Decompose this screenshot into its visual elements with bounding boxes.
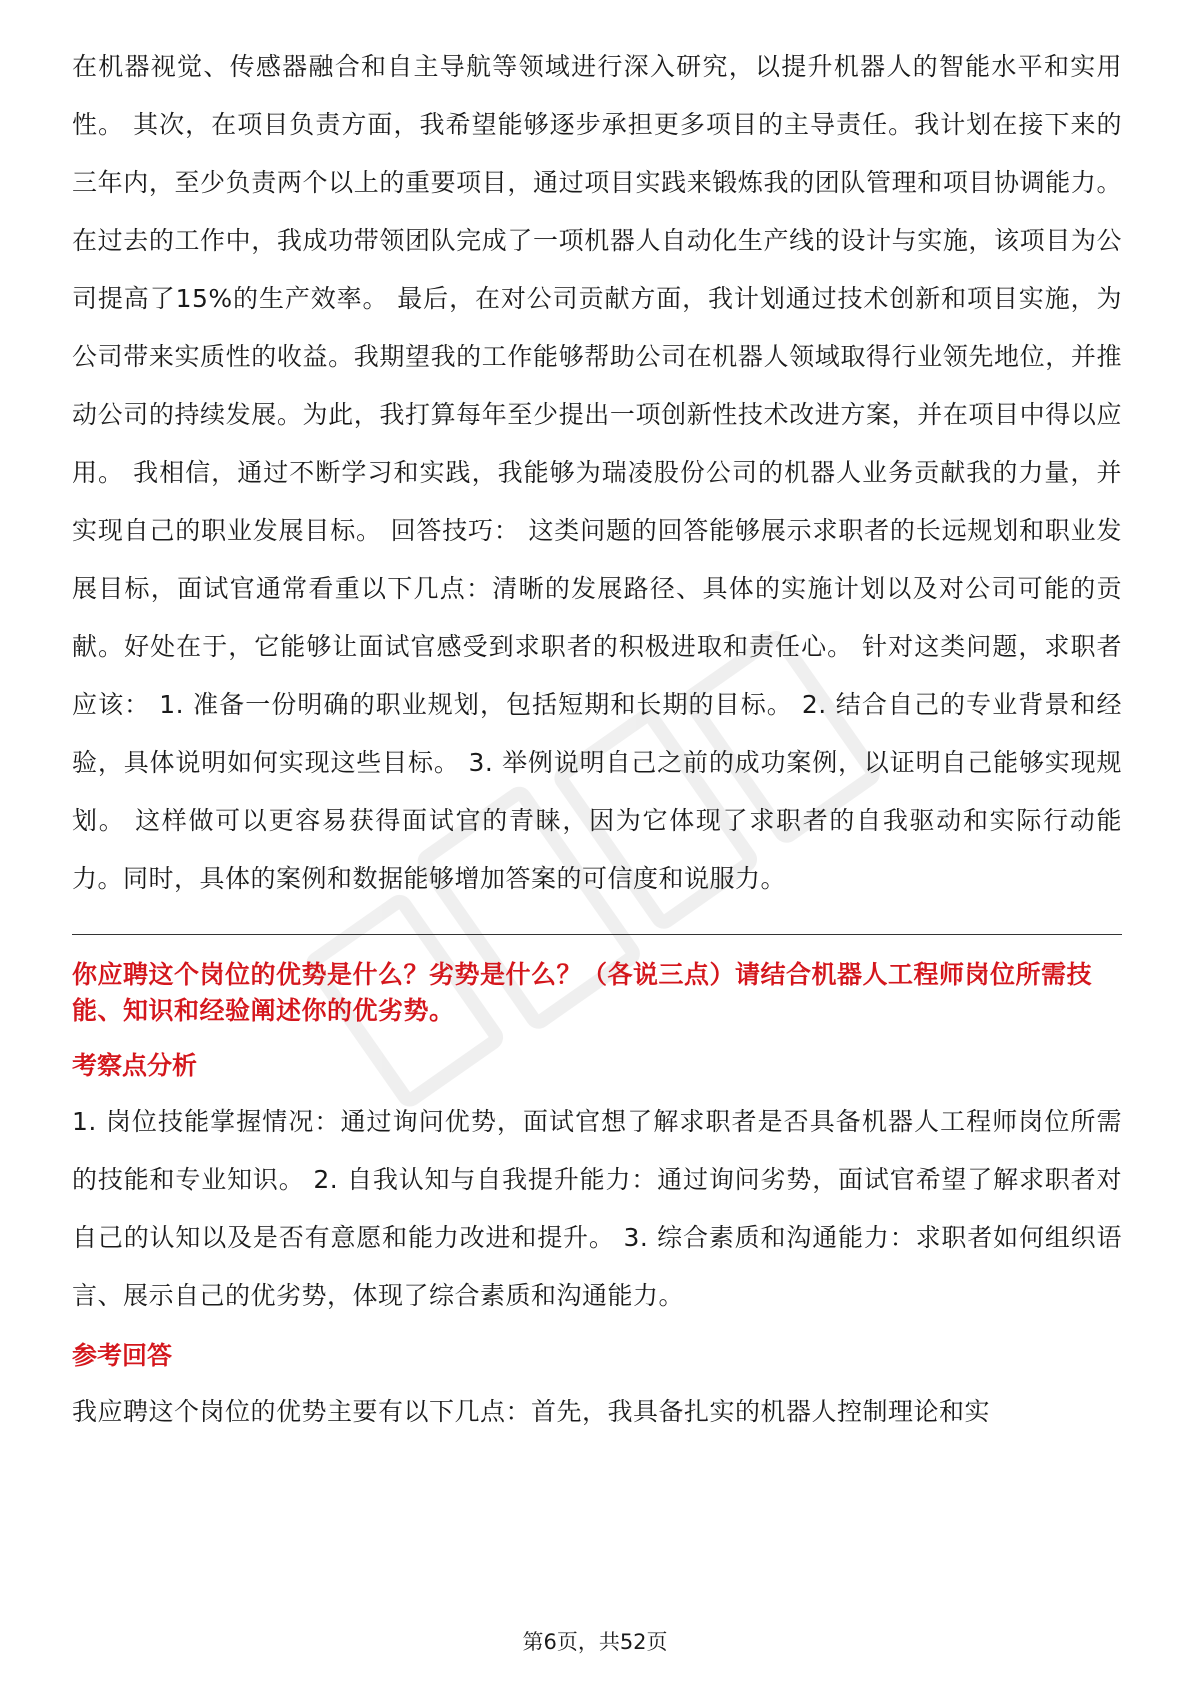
interview-question: 你应聘这个岗位的优势是什么？劣势是什么？（各说三点）请结合机器人工程师岗位所需技能、知识和经验阐述你的优劣势。 bbox=[72, 960, 1093, 1025]
analysis-paragraph: 1. 岗位技能掌握情况：通过询问优势，面试官想了解求职者是否具备机器人工程师岗位所需的技能和专业知识。 2. 自我认知与自我提升能力：通过询问劣势，面试官希望了解求职者对自己的认知以及是否有意愿和能力改进和提升。 3. 综合素质和沟通能力：求职者如何组织语言、展示自己的优劣势，体现了综合素质和沟通能力。 bbox=[72, 1107, 1122, 1310]
section-divider bbox=[72, 934, 1122, 935]
page-number-footer: 第6页，共52页 bbox=[522, 1630, 668, 1654]
continued-answer-paragraph: 在机器视觉、传感器融合和自主导航等领域进行深入研究，以提升机器人的智能水平和实用性。 其次，在项目负责方面，我希望能够逐步承担更多项目的主导责任。我计划在接下来的三年内，至少负责两个以上的重要项目，通过项目实践来锻炼我的团队管理和项目协调能力。在过去的工作中，我成功带领团队完成了一项机器人自动化生产线的设计与实施，该项目为公司提高了15%的生产效率。 最后，在对公司贡献方面，我计划通过技术创新和项目实施，为公司带来实质性的收益。我期望我的工作能够帮助公司在机器人领域取得行业领先地位，并推动公司的持续发展。为此，我打算每年至少提出一项创新性技术改进方案，并在项目中得以应用。 我相信，通过不断学习和实践，我能够为瑞凌股份公司的机器人业务贡献我的力量，并实现自己的职业发展目标。 回答技巧： 这类问题的回答能够展示求职者的长远规划和职业发展目标，面试官通常看重以下几点：清晰的发展路径、具体的实施计划以及对公司可能的贡献。好处在于，它能够让面试官感受到求职者的积极进取和责任心。 针对这类问题，求职者应该： 1. 准备一份明确的职业规划，包括短期和长期的目标。 2. 结合自己的专业背景和经验，具体说明如何实现这些目标。 3. 举例说明自己之前的成功案例，以证明自己能够实现规划。 这样做可以更容易获得面试官的青睐，因为它体现了求职者的自我驱动和实际行动能力。同时，具体的案例和数据能够增加答案的可信度和说服力。 bbox=[72, 52, 1122, 893]
reference-answer-heading: 参考回答 bbox=[72, 1341, 173, 1370]
reference-answer-paragraph: 我应聘这个岗位的优势主要有以下几点：首先，我具备扎实的机器人控制理论和实 bbox=[72, 1397, 991, 1426]
analysis-heading: 考察点分析 bbox=[72, 1051, 198, 1080]
page-content bbox=[72, 38, 1122, 1441]
